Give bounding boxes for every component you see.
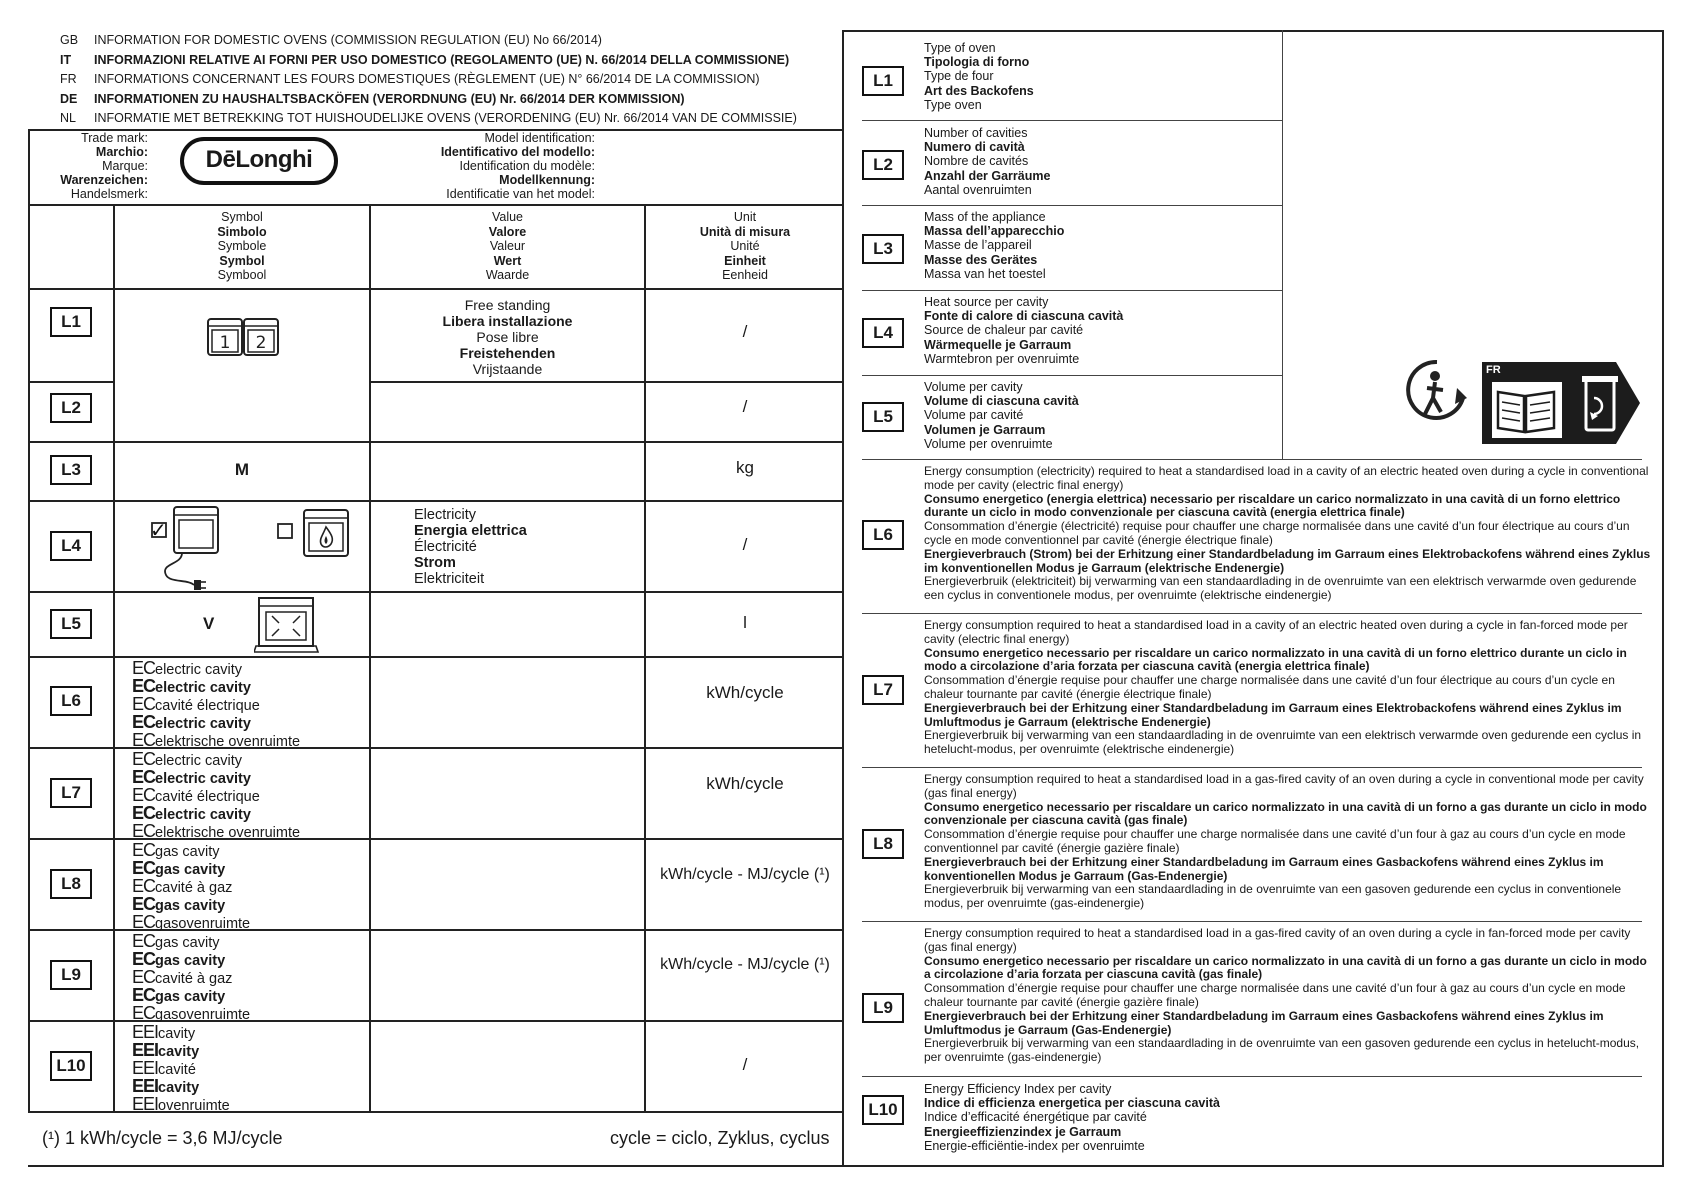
language-code: IT <box>60 52 72 67</box>
l10-symbol: EEIcavity EEIcavity EEIcavité EEIcavity EEIovenruimte <box>132 1022 230 1114</box>
l6-symbol: ECelectric cavity ECelectric cavity ECcavité électrique ECelectric cavity ECelektrische ovenruimte <box>132 658 301 750</box>
header-text: INFORMAZIONI RELATIVE AI FORNI PER USO DOMESTICO (REGOLAMENTO (UE) N. 66/2014 DELLA COMMISSIONE) <box>94 52 790 67</box>
r-l4-text: Heat source per cavity Fonte di calore di ciascuna cavità Source de chaleur par cavité Wärmequelle je Garraum Warmtebron per ovenruimte <box>924 295 1124 366</box>
triman-icon <box>1405 358 1469 427</box>
r-l5-text: Volume per cavity Volume di ciascuna cavità Volume par cavité Volumen je Garraum Volume per ovenruimte <box>924 380 1079 451</box>
r-l10-text: Energy Efficiency Index per cavity Indice di efficienza energetica per ciascuna cavità Indice d’efficacité énergétique par cavité Energieeffizienzindex je Garraum Energie-efficiëntie-index per ovenruimte <box>924 1082 1220 1153</box>
r-l9-text: Energy consumption required to heat a standardised load in a gas-fired cavity of an oven during a cycle in fan-forced mode per cavity (gas final energy) Consumo energetico necessario per riscaldare un carico normalizzato in una cavità di un forno a gas durante un ciclo in modo a circolazione d’aria forzata per ciascuna cavità (gas finale) Consommation d’énergie requise pour chauffer une charge normalisée dans une cavité d’un four à gaz au cours d’un cycle en mode chaleur tournante par cavité (énergie gazière finale) Energieverbrauch bei der Erhitzung einer Standardbeladung im Garraum eines Gasbackofens während eines Zyklus im Umluftmodus je Garraum (Gas-Endenergie) Energieverbruik bij verwarming van een standaardlading in de ovenruimte van een gasoven gedurende een cyclus in hetelucht-modus, per ovenruimte (gas-eindenergie) <box>924 926 1647 1065</box>
l5-unit: l <box>743 613 747 632</box>
r-l1-text: Type of oven Tipologia di forno Type de four Art des Backofens Type oven <box>924 41 1034 112</box>
l8-symbol: ECgas cavity ECgas cavity ECcavité à gaz ECgas cavity ECgasovenruimte <box>132 840 251 932</box>
symbol-column-header: Symbol Simbolo Symbole Symbol Symbool <box>217 210 267 282</box>
r-l8-text: Energy consumption required to heat a standardised load in a gas-fired cavity of an oven during a cycle in conventional mode per cavity (gas final energy) Consumo energetico necessario per riscaldare un carico normalizzato in una cavità di un forno a gas durante un ciclo in modo convenzionale per ciascuna cavità (gas finale) Consommation d’énergie requise pour chauffer une charge normalisée dans une cavité d’un four à gaz au cours d’un cycle en mode conventionnel par cavité (énergie gazière finale) Energieverbrauch bei der Erhitzung einer Standardbeladung im Garraum eines Gasbackofens während eines Zyklus im konventionellen Modus je Garraum (Gas-Endenergie) Energieverbruik bij verwarming van een standaardlading in de ovenruimte van een gasoven gedurende een cyclus in conventionele modus, per ovenruimte (gas-eindenergie) <box>924 772 1647 911</box>
header-text: INFORMATIE MET BETREKKING TOT HUISHOUDELIJKE OVENS (VERORDENING (EU) Nr. 66/2014 VAN DE COMMISSIE) <box>94 111 797 125</box>
l1-value: Free standing Libera installazione Pose libre Freistehenden Vrijstaande <box>442 297 573 377</box>
row-label-l4: L4 <box>50 531 92 561</box>
row-label-l8: L8 <box>50 869 92 899</box>
language-code: GB <box>60 33 79 47</box>
header-row <box>28 69 760 89</box>
header-text: INFORMATIONS CONCERNANT LES FOURS DOMESTIQUES (RÈGLEMENT (UE) N° 66/2014 DE LA COMMISSION) <box>94 72 760 86</box>
l2-unit: / <box>742 397 748 416</box>
l9-symbol: ECgas cavity ECgas cavity ECcavité à gaz ECgas cavity ECgasovenruimte <box>132 931 251 1023</box>
recycling-badge <box>1478 358 1644 448</box>
l7-symbol: ECelectric cavity ECelectric cavity ECcavité électrique ECelectric cavity ECelektrische ovenruimte <box>132 749 301 841</box>
svg-text:✓: ✓ <box>150 518 167 542</box>
language-code: FR <box>60 72 77 86</box>
header-row <box>28 108 797 128</box>
l10-unit: / <box>742 1055 748 1074</box>
row-label-l3: L3 <box>50 455 92 485</box>
l6-unit: kWh/cycle <box>706 683 784 702</box>
language-code: DE <box>60 91 78 106</box>
header-row <box>28 50 789 70</box>
model-identification-labels: Model identification: Identificativo del modello: Identification du modèle: Modellkennung: Identificatie van het model: <box>440 131 595 201</box>
l5-symbol: V <box>203 614 215 633</box>
right-label-l10: L10 <box>862 1095 904 1125</box>
dual-cavity-oven-icon <box>207 318 279 363</box>
l3-unit: kg <box>736 458 754 477</box>
row-label-l1: L1 <box>50 307 92 337</box>
l1-unit: / <box>742 322 748 341</box>
gas-oven-unchecked-icon <box>276 508 352 565</box>
right-label-l2: L2 <box>862 150 904 180</box>
row-label-l5: L5 <box>50 609 92 639</box>
l4-value: Electricity Energia elettrica Électricité Strom Elektriciteit <box>414 507 527 587</box>
svg-text:1: 1 <box>219 333 231 353</box>
right-label-l3: L3 <box>862 234 904 264</box>
row-label-l10: L10 <box>50 1051 92 1081</box>
r-l7-text: Energy consumption required to heat a standardised load in a cavity of an electric heated oven during a cycle in fan-forced mode per cavity (electric final energy) Consumo energetico necessario per riscaldare un carico normalizzato in una cavità di un forno elettrico durante un ciclo in modo a circolazione d’aria forzata per ciascuna cavità (energia elettrica finale) Consommation d’énergie requise pour chauffer une charge normalisée dans une cavité d’un four électrique au cours d’un cycle en chaleur tournante par cavité (énergie électrique finale) Energieverbrauch bei der Erhitzung einer Standardbeladung im Garraum eines Elektrobackofens während eines Zyklus im Umluftmodus je Garraum (elektrische Endenergie) Energieverbruik bij verwarming van een standaardlading in de ovenruimte van een elektrisch verwarmde oven gedurende een cyclus in hetelucht-modus, per ovenruimte (elektrische eindenergie) <box>924 618 1642 757</box>
l3-symbol: M <box>234 460 250 479</box>
l7-unit: kWh/cycle <box>706 774 784 793</box>
language-code: NL <box>60 111 76 125</box>
divider <box>28 204 844 206</box>
oven-volume-icon <box>254 596 320 659</box>
header-text: INFORMATIONEN ZU HAUSHALTSBACKÖFEN (VERORDNUNG (EU) Nr. 66/2014 DER KOMMISSION) <box>94 91 685 106</box>
svg-text:2: 2 <box>255 333 267 353</box>
l9-unit: kWh/cycle - MJ/cycle (¹) <box>660 956 830 973</box>
right-label-l7: L7 <box>862 675 904 705</box>
header-row <box>28 30 602 50</box>
badge-fr-label: FR <box>1486 364 1501 376</box>
unit-column-header: Unit Unità di misura Unité Einheit Eenheid <box>699 210 791 282</box>
right-label-l5: L5 <box>862 402 904 432</box>
r-l6-text: Energy consumption (electricity) required to heat a standardised load in a cavity of an electric heated oven during a cycle in conventional mode per cavity (electric final energy) Consumo energetico (energia elettrica) necessario per riscaldare un carico normalizzato in una cavità di un forno elettrico durante un ciclo in modo convenzionale per ciascuna cavità (energia elettrica finale) Consommation d’énergie (électricité) requise pour chauffer une charge normalisée dans une cavité d’un four électrique au cours d’un cycle en mode conventionnel par cavité (énergie électrique finale) Energieverbrauch (Strom) bei der Erhitzung einer Standardbeladung im Garraum eines Elektrobackofens während eines Zyklus im konventionellen Modus je Garraum (elektrische Endenergie) Energieverbruik (elektriciteit) bij verwarming van een standaardlading in de ovenruimte van een elektrisch verwarmde oven gedurende een cyclus in conventionele modus, per ovenruimte (elektrische eindenergie) <box>924 464 1651 603</box>
right-label-l8: L8 <box>862 829 904 859</box>
electric-oven-checked-icon <box>148 505 228 598</box>
right-label-l4: L4 <box>862 318 904 348</box>
bottom-rule <box>28 1165 1664 1167</box>
row-label-l6: L6 <box>50 686 92 716</box>
footnote-cycle: cycle = ciclo, Zyklus, cyclus <box>610 1128 830 1148</box>
delonghi-logo: DēLonghi <box>180 137 338 185</box>
right-label-l6: L6 <box>862 520 904 550</box>
l8-unit: kWh/cycle - MJ/cycle (¹) <box>660 866 830 883</box>
row-label-l2: L2 <box>50 393 92 423</box>
trade-mark-labels: Trade mark: Marchio: Marque: Warenzeichen: Handelsmerk: <box>60 131 148 201</box>
r-l2-text: Number of cavities Numero di cavità Nombre de cavités Anzahl der Garräume Aantal ovenruimten <box>924 126 1051 197</box>
row-label-l9: L9 <box>50 960 92 990</box>
header-row <box>28 89 685 109</box>
l4-unit: / <box>742 535 748 554</box>
footnote-conversion: (¹) 1 kWh/cycle = 3,6 MJ/cycle <box>42 1128 283 1148</box>
value-column-header: Value Valore Valeur Wert Waarde <box>485 210 530 282</box>
r-l3-text: Mass of the appliance Massa dell’apparecchio Masse de l’appareil Masse des Gerätes Massa van het toestel <box>924 210 1065 281</box>
row-label-l7: L7 <box>50 778 92 808</box>
right-label-l9: L9 <box>862 993 904 1023</box>
right-label-l1: L1 <box>862 66 904 96</box>
header-text: INFORMATION FOR DOMESTIC OVENS (COMMISSION REGULATION (EU) No 66/2014) <box>94 33 602 47</box>
